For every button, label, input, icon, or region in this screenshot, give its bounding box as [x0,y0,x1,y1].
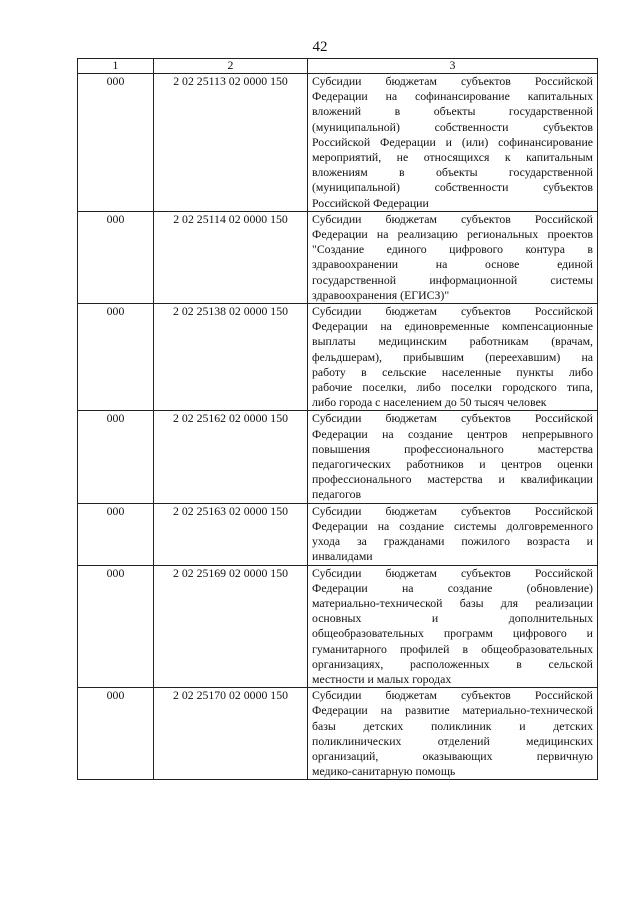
description-cell [308,74,598,212]
table-row [78,304,598,411]
description-cell [308,211,598,303]
description-line: инвалидами [312,549,373,564]
page-number: 42 [312,39,328,55]
description-line: ухода за гражданами пожилого возраста и [312,534,593,549]
budget-code-cell: 2 02 25163 02 0000 150 [154,503,308,565]
description-line: основных и дополнительных [312,611,593,626]
description-line: Федерации на создание центров непрерывного [312,426,593,441]
description-line: Субсидии бюджетам субъектов Российской [312,411,593,426]
description-line: общеобразовательных программ цифрового и [312,626,593,641]
admin-code-cell: 000 [78,211,154,303]
admin-code-cell: 000 [78,503,154,565]
header-col-1: 1 [78,59,154,74]
description-line: здравоохранении на основе единой [312,257,593,272]
description-line: Субсидии бюджетам субъектов Российской [312,503,593,518]
description-line: Субсидии бюджетам субъектов Российской [312,688,593,703]
description-line: медико-санитарную помощь [312,764,456,779]
admin-code-cell: 000 [78,688,154,780]
description-line: выплаты медицинским работникам (врачам, [312,334,593,349]
description-line: "Создание единого цифрового контура в [312,242,593,257]
description-line: местности и малых городах [312,671,452,686]
description-line: Федерации на софинансирование капитальных [312,89,593,104]
description-line: Субсидии бюджетам субъектов Российской [312,565,593,580]
table-row [78,565,598,688]
description-line: мероприятий, не относящихся к капитальным [312,150,593,165]
table-row [78,503,598,565]
description-line: либо города с населением до 50 тысяч человек [312,395,547,410]
table-row [78,211,598,303]
table-row [78,411,598,503]
description-cell [308,565,598,688]
description-line: профессионального мастерства и квалификации [312,472,593,487]
table-header-row [78,59,598,74]
description-line: базы детских поликлиник и детских [312,718,593,733]
description-line: (муниципальной) собственности субъектов [312,180,593,195]
description-cell [308,503,598,565]
description-line: работу в сельские населенные пункты либо [312,364,593,379]
description-line: вложений в объекты государственной [312,104,593,119]
budget-code-cell: 2 02 25114 02 0000 150 [154,211,308,303]
description-line: поликлинических отделений медицинских [312,733,593,748]
budget-code-cell: 2 02 25169 02 0000 150 [154,565,308,688]
description-line: Субсидии бюджетам субъектов Российской [312,304,593,319]
budget-classification-table [77,58,598,780]
description-cell [308,688,598,780]
description-line: организаций, оказывающих первичную [312,748,593,763]
header-col-2: 2 [154,59,308,74]
admin-code-cell: 000 [78,304,154,411]
description-line: материально-технической базы для реализации [312,595,593,610]
description-line: фельдшерам), прибывшим (переехавшим) на [312,349,593,364]
description-line: (муниципальной) собственности субъектов [312,119,593,134]
description-line: Федерации на реализацию региональных проектов [312,227,593,242]
admin-code-cell: 000 [78,74,154,212]
description-line: Федерации на единовременные компенсационные [312,319,593,334]
budget-code-cell: 2 02 25138 02 0000 150 [154,304,308,411]
description-line: гуманитарного профилей в общеобразовательных [312,641,593,656]
description-line: педагогов [312,487,362,502]
description-line: повышения профессионального мастерства [312,441,593,456]
description-line: рабочие поселки, либо поселки городского типа, [312,380,593,395]
description-cell [308,411,598,503]
description-line: здравоохранения (ЕГИСЗ)" [312,287,450,302]
description-line: Субсидии бюджетам субъектов Российской [312,74,593,88]
description-line: организациях, расположенных в сельской [312,656,593,671]
admin-code-cell: 000 [78,411,154,503]
description-line: Федерации на создание системы долговременного [312,518,593,533]
description-line: Субсидии бюджетам субъектов Российской [312,211,593,226]
admin-code-cell: 000 [78,565,154,688]
budget-code-cell: 2 02 25113 02 0000 150 [154,74,308,212]
table-row [78,688,598,780]
description-line: Российской Федерации [312,195,429,210]
header-col-3: 3 [308,59,598,74]
budget-code-cell: 2 02 25170 02 0000 150 [154,688,308,780]
description-line: педагогических работников и центров оценки [312,457,593,472]
budget-code-cell: 2 02 25162 02 0000 150 [154,411,308,503]
description-line: вложениям в объекты государственной [312,165,593,180]
table-row [78,74,598,212]
description-line: государственной информационной системы [312,272,593,287]
description-line: Федерации на развитие материально-технической [312,703,593,718]
description-line: Российской Федерации и (или) софинансирование [312,134,593,149]
description-cell [308,304,598,411]
description-line: Федерации на создание (обновление) [312,580,593,595]
